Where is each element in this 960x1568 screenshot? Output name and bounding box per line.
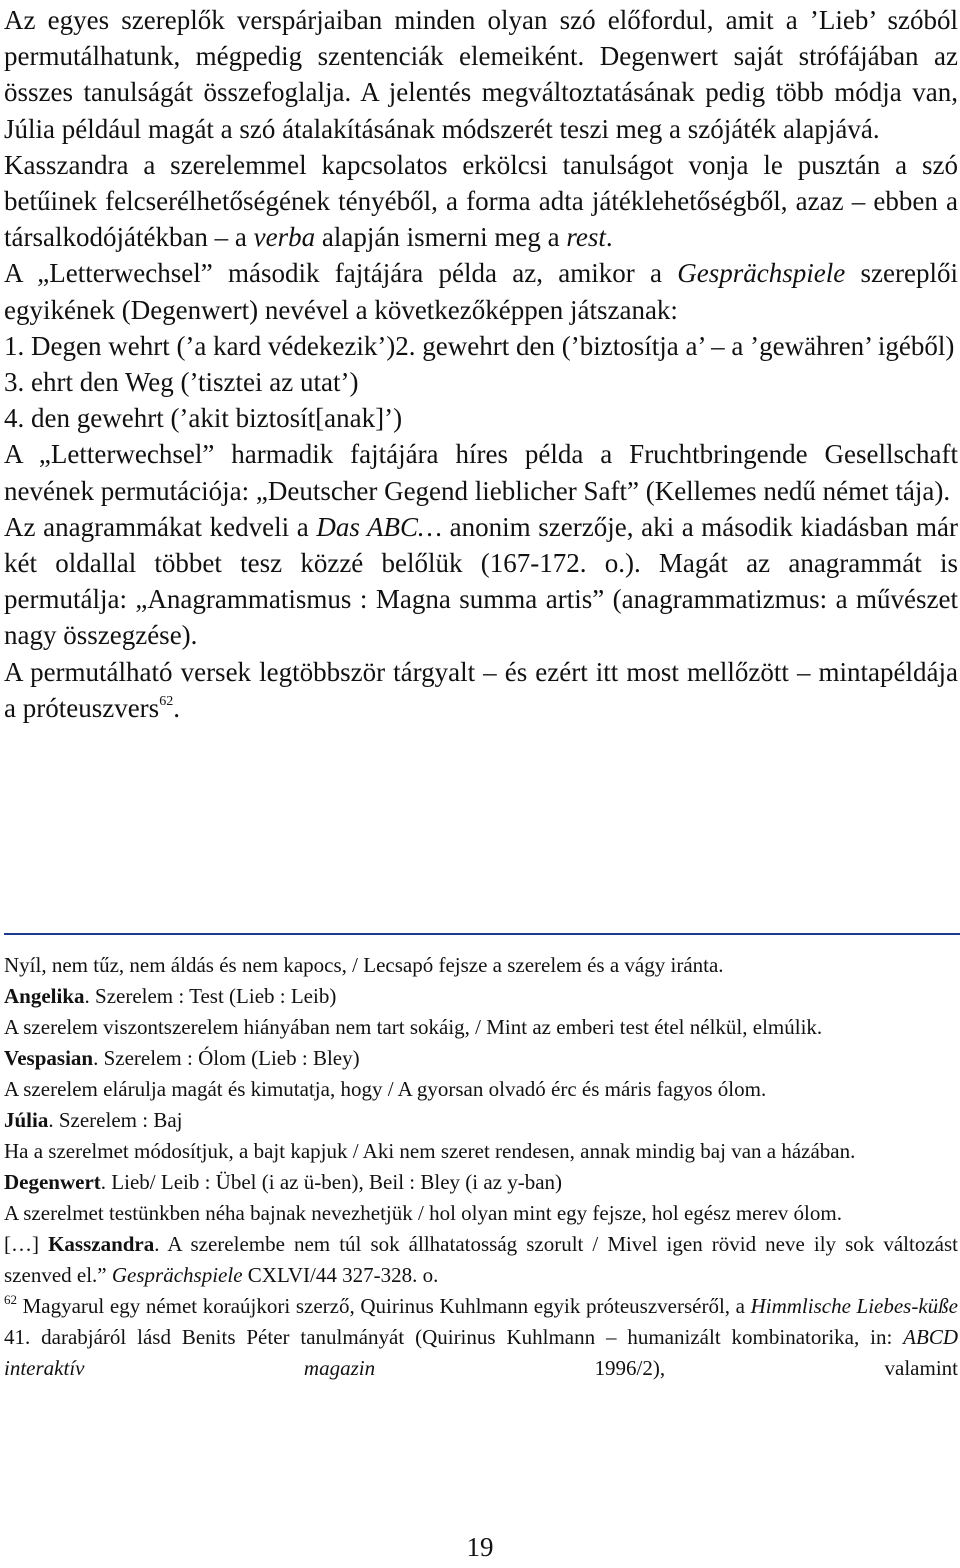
paragraph-6: A permutálható versek legtöbbször tárgyalt – és ezért itt most mellőzött – mintapéldája a próteuszvers$^{62}$. <box>4 656 958 723</box>
main-text <box>4 0 958 726</box>
paragraph-4: A „Letterwechsel” harmadik fajtájára híres példa a Fruchtbringende Gesellschaft nevének permutációja: „Deutscher Gegend lieblicher Saft” (Kellemes nedű német tája). <box>4 439 958 506</box>
paragraph-1: Az egyes szereplők verspárjaiban minden olyan szó előfordul, amit a ’Lieb’ szóból permutálhatunk, mégpedig szentenciák elemeiként. Degenwert saját strófájában az összes tanulságát összefoglalja. A jelentés megváltoztatásának pedig több módja van, Júlia például magát a szó átalakításának módszerét teszi meg a szójáték alapjává. <box>4 5 958 144</box>
list-item-3: 3. ehrt den Weg (’tisztei az utat’) <box>4 367 359 398</box>
note-line: Ha a szerelmet módosítjuk, a bajt kapjuk / Aki nem szeret rendesen, annak mindig baj van a házában. <box>4 1139 856 1163</box>
italic-himmlische: Himmlische Liebes-küße <box>750 1294 958 1318</box>
speaker-name: Angelika <box>4 984 85 1008</box>
note-line: Degenwert. Lieb/ Leib : Übel (i az ü-ben), Beil : Bley (i az y-ban) <box>4 1170 563 1194</box>
italic-das-abc: Das ABC… <box>316 511 443 542</box>
italic-rest: rest <box>566 222 606 253</box>
paragraph-2: Kasszandra a szerelemmel kapcsolatos erkölcsi tanulságot vonja le pusztán a szó betűinek felcserélhetőségének tényéből, a forma adta játéklehetőségből, azaz – ebben a társalkodójátékban – a verba alapján ismerni meg a rest. <box>4 149 958 253</box>
note-line: Júlia. Szerelem : Baj <box>4 1108 183 1132</box>
footnote-number: 62 <box>4 1292 17 1307</box>
italic-gesprachspiele: Gesprächspiele <box>111 1263 243 1287</box>
note-line: […] Kasszandra. A szerelembe nem túl sok állhatatosság szorult / Mivel igen rövid neve ily sok változást szenved el.” Gesprächspiele CXLVI/44 327-328. o. <box>4 1232 958 1287</box>
italic-abcd: ABCD interaktív magazin <box>4 1325 958 1380</box>
note-line: Vespasian. Szerelem : Ólom (Lieb : Bley) <box>4 1046 360 1070</box>
page-number: 19 <box>466 1532 494 1562</box>
italic-verba: verba <box>253 222 316 253</box>
note-line: Angelika. Szerelem : Test (Lieb : Leib) <box>4 984 337 1008</box>
italic-gesprachspiele: Gesprächspiele <box>677 258 846 289</box>
footnote-62: $^{62}$ Magyarul egy német koraújkori szerző, Quirinus Kuhlmann egyik próteuszverséről, a Himmlische Liebes-küße 41. darabjáról lásd Benits Péter tanulmányát (Quirinus Kuhlmann – humanizált kombinatorika, in: ABCD interaktív magazin 1996/2), valamint <box>4 1292 958 1380</box>
list-item-1-2: 1. Degen wehrt (’a kard védekezik’)2. gewehrt den (’biztosítja a’ – a ’gewähren’ igéből) <box>4 330 955 361</box>
footnotes <box>4 950 958 1384</box>
paragraph-3: A „Letterwechsel” második fajtájára példa az, amikor a Gesprächspiele szereplői egyikének (Degenwert) nevével a következőképpen játszanak: <box>4 258 958 325</box>
paragraph-5: Az anagrammákat kedveli a Das ABC… anonim szerzője, aki a második kiadásban már két oldallal többet tesz közzé belőlük (167-172. o.). Magát az anagrammát is permutálja: „Anagrammatismus : Magna summa artis” (anagrammatizmus: a művészet nagy összegzése). <box>4 511 958 651</box>
note-line: A szerelmet testünkben néha bajnak nevezhetjük / hol olyan mint egy fejsze, hol egész merev ólom. <box>4 1201 842 1225</box>
note-line: A szerelem elárulja magát és kimutatja, hogy / A gyorsan olvadó érc és máris fagyos ólom. <box>4 1077 767 1101</box>
speaker-name: Kasszandra <box>48 1232 155 1256</box>
footnote-divider <box>4 933 960 935</box>
speaker-name: Júlia <box>4 1108 49 1132</box>
speaker-name: Degenwert <box>4 1170 101 1194</box>
document-page <box>4 0 958 1380</box>
list-item-4: 4. den gewehrt (’akit biztosít[anak]’) <box>4 403 403 434</box>
note-line: Nyíl, nem tűz, nem áldás és nem kapocs, / Lecsapó fejsze a szerelem és a vágy iránta. <box>4 953 724 977</box>
footnote-ref-62[interactable]: 62 <box>159 693 174 709</box>
speaker-name: Vespasian <box>4 1046 94 1070</box>
note-line: A szerelem viszontszerelem hiányában nem tart sokáig, / Mint az emberi test étel nélkül, elmúlik. <box>4 1015 823 1039</box>
